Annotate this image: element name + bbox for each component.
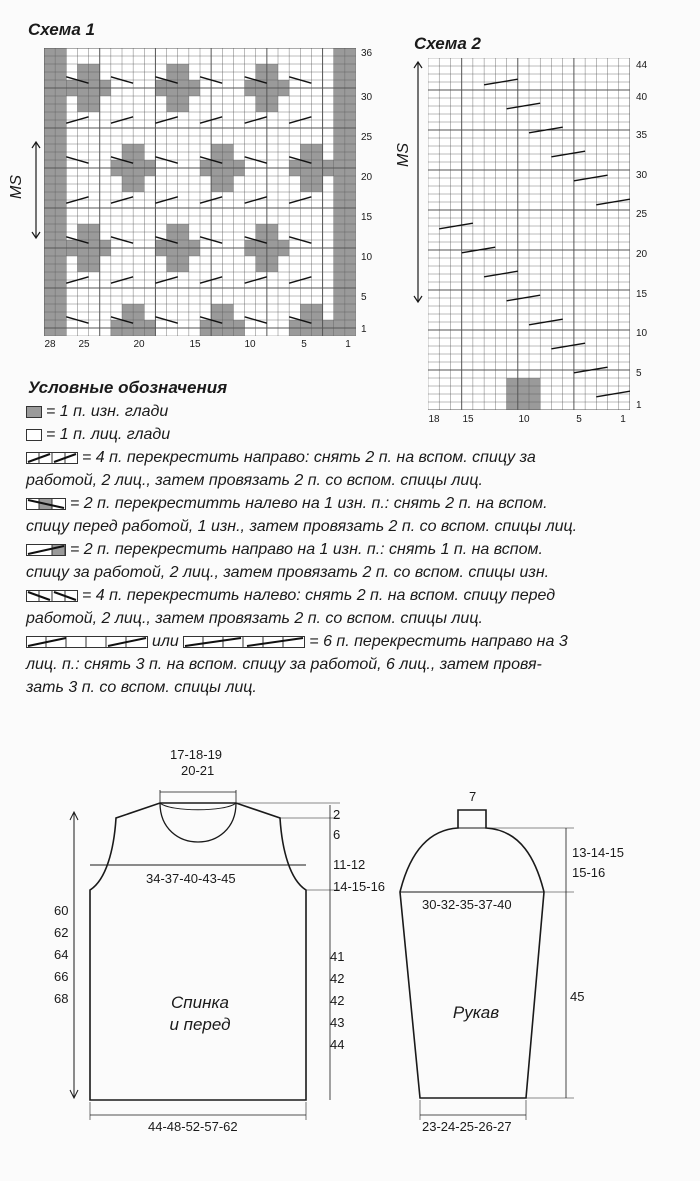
side-size: 42 — [330, 993, 345, 1008]
scheme1-row-tick: 10 — [361, 252, 373, 263]
side-size: 42 — [330, 971, 345, 986]
scheme2-row-tick: 1 — [636, 400, 642, 411]
legend-row-text: спицу за работой, 2 лиц., затем провязать 2 п. со вспом. спицы изн. — [26, 564, 550, 581]
neck-width-label: 17-18-19 — [170, 747, 223, 762]
bottom-width-label: 44-48-52-57-62 — [148, 1119, 238, 1134]
length-size: 60 — [54, 903, 69, 918]
legend-row-text: спицу перед работой, 1 изн., затем провязать 2 п. со вспом. спицы лиц. — [26, 518, 578, 535]
length-size: 68 — [54, 991, 69, 1006]
sleeve-length: 45 — [570, 989, 585, 1004]
sleeve-top-width: 7 — [469, 789, 477, 804]
armhole-label-b: 14-15-16 — [333, 879, 386, 894]
legend-or-word: или — [152, 633, 179, 650]
scheme1-row-tick: 20 — [361, 172, 373, 183]
scheme2-col-tick: 1 — [620, 414, 626, 425]
scheme1-col-tick: 20 — [133, 339, 145, 350]
legend-heading: Условные обозначения — [28, 378, 228, 397]
scheme1-ms-label: MS — [8, 175, 25, 199]
scheme2-grid — [428, 58, 630, 410]
scheme2-row-tick: 20 — [636, 249, 648, 260]
scheme1-col-tick: 28 — [44, 339, 56, 350]
legend-row-cross2-right: = 2 п. перекрестить направо на 1 изн. п.: снять 1 п. на вспом. — [26, 538, 676, 561]
front-neck-depth: 6 — [333, 827, 341, 842]
knit-symbol-icon — [26, 429, 42, 441]
cable-2-right-icon — [26, 544, 66, 556]
scheme2-row-tick: 15 — [636, 289, 648, 300]
back-front-label-line2: и перед — [169, 1015, 231, 1034]
sleeve-label: Рукав — [452, 1003, 500, 1022]
scheme1-col-tick: 25 — [78, 339, 90, 350]
legend-row-cross4-left: = 4 п. перекрестить налево: снять 2 п. на вспом. спицу перед — [26, 584, 676, 607]
scheme2-col-tick: 18 — [428, 414, 440, 425]
scheme2-row-tick: 30 — [636, 170, 648, 181]
cable-6-right-b-icon — [183, 636, 305, 648]
back-front-diagram — [60, 790, 360, 1130]
scheme1-grid — [44, 48, 356, 336]
length-size: 64 — [54, 947, 69, 962]
purl-symbol-icon — [26, 406, 42, 418]
legend-row-purl: = 1 п. изн. глади — [26, 400, 676, 423]
legend-row-text: работой, 2 лиц., затем провязать 2 п. со вспом. спицы лиц. — [26, 610, 483, 627]
scheme2-row-tick: 5 — [636, 368, 642, 379]
side-size: 43 — [330, 1015, 345, 1030]
scheme1-title: Схема 1 — [28, 20, 95, 39]
legend — [26, 400, 676, 699]
sleeve-cap-a: 13-14-15 — [572, 845, 625, 860]
armhole-label-a: 11-12 — [333, 857, 366, 872]
back-neck-depth: 2 — [333, 807, 341, 822]
scheme1-row-tick: 15 — [361, 212, 373, 223]
scheme2-row-tick: 40 — [636, 92, 648, 103]
scheme2-col-tick: 10 — [518, 414, 530, 425]
sleeve-upper-width: 30-32-35-37-40 — [422, 897, 512, 912]
shoulder-width-label: 34-37-40-43-45 — [146, 871, 236, 886]
scheme2-ms-label: MS — [395, 143, 412, 167]
side-size: 41 — [330, 949, 345, 964]
scheme2-col-tick: 5 — [576, 414, 582, 425]
scheme2-row-tick: 10 — [636, 328, 648, 339]
back-front-label-line1: Спинка — [171, 993, 229, 1012]
scheme2-row-tick: 25 — [636, 209, 648, 220]
cable-2-left-icon — [26, 498, 66, 510]
scheme1-chart — [44, 48, 356, 336]
scheme2-row-tick: 44 — [636, 60, 648, 71]
scheme1-col-tick: 5 — [301, 339, 307, 350]
scheme2-row-tick: 35 — [636, 130, 648, 141]
scheme2-col-tick: 15 — [462, 414, 474, 425]
scheme2-ms-marker — [394, 60, 430, 304]
scheme1-row-tick: 36 — [361, 48, 373, 59]
cable-4-left-icon — [26, 590, 78, 602]
legend-row-cross2-left: = 2 п. перекреститть налево на 1 изн. п.: снять 2 п. на вспом. — [26, 492, 676, 515]
sleeve-cuff-width: 23-24-25-26-27 — [422, 1119, 512, 1134]
cable-6-right-a-icon — [26, 636, 148, 648]
neck-width-label-2: 20-21 — [181, 763, 215, 778]
cable-4-right-icon — [26, 452, 78, 464]
scheme1-row-tick: 25 — [361, 132, 373, 143]
side-size: 44 — [330, 1037, 345, 1052]
scheme2-title: Схема 2 — [414, 34, 481, 53]
length-size: 62 — [54, 925, 69, 940]
scheme1-col-tick: 1 — [345, 339, 351, 350]
legend-row-cross4-right: = 4 п. перекрестить направо: снять 2 п. на вспом. спицу за — [26, 446, 676, 469]
scheme1-row-tick: 1 — [361, 324, 367, 335]
legend-row-text: работой, 2 лиц., затем провязать 2 п. со вспом. спицы лиц. — [26, 472, 483, 489]
scheme2-chart — [428, 58, 630, 410]
sleeve-cap-b: 15-16 — [572, 865, 606, 880]
legend-row-cross6-right: или = 6 п. перекрестить направо на 3 — [26, 630, 676, 653]
legend-row-text: лиц. п.: снять 3 п. на вспом. спицу за работой, 6 лиц., затем провя- — [26, 656, 542, 673]
scheme1-col-tick: 15 — [189, 339, 201, 350]
legend-row-text: зать 3 п. со вспом. спицы лиц. — [26, 679, 257, 696]
scheme1-row-tick: 30 — [361, 92, 373, 103]
scheme1-row-tick: 5 — [361, 292, 367, 303]
length-size: 66 — [54, 969, 69, 984]
scheme1-col-tick: 10 — [244, 339, 256, 350]
legend-row-knit: = 1 п. лиц. глади — [26, 423, 676, 446]
sleeve-diagram — [396, 790, 596, 1140]
back-front-label — [150, 992, 250, 1036]
